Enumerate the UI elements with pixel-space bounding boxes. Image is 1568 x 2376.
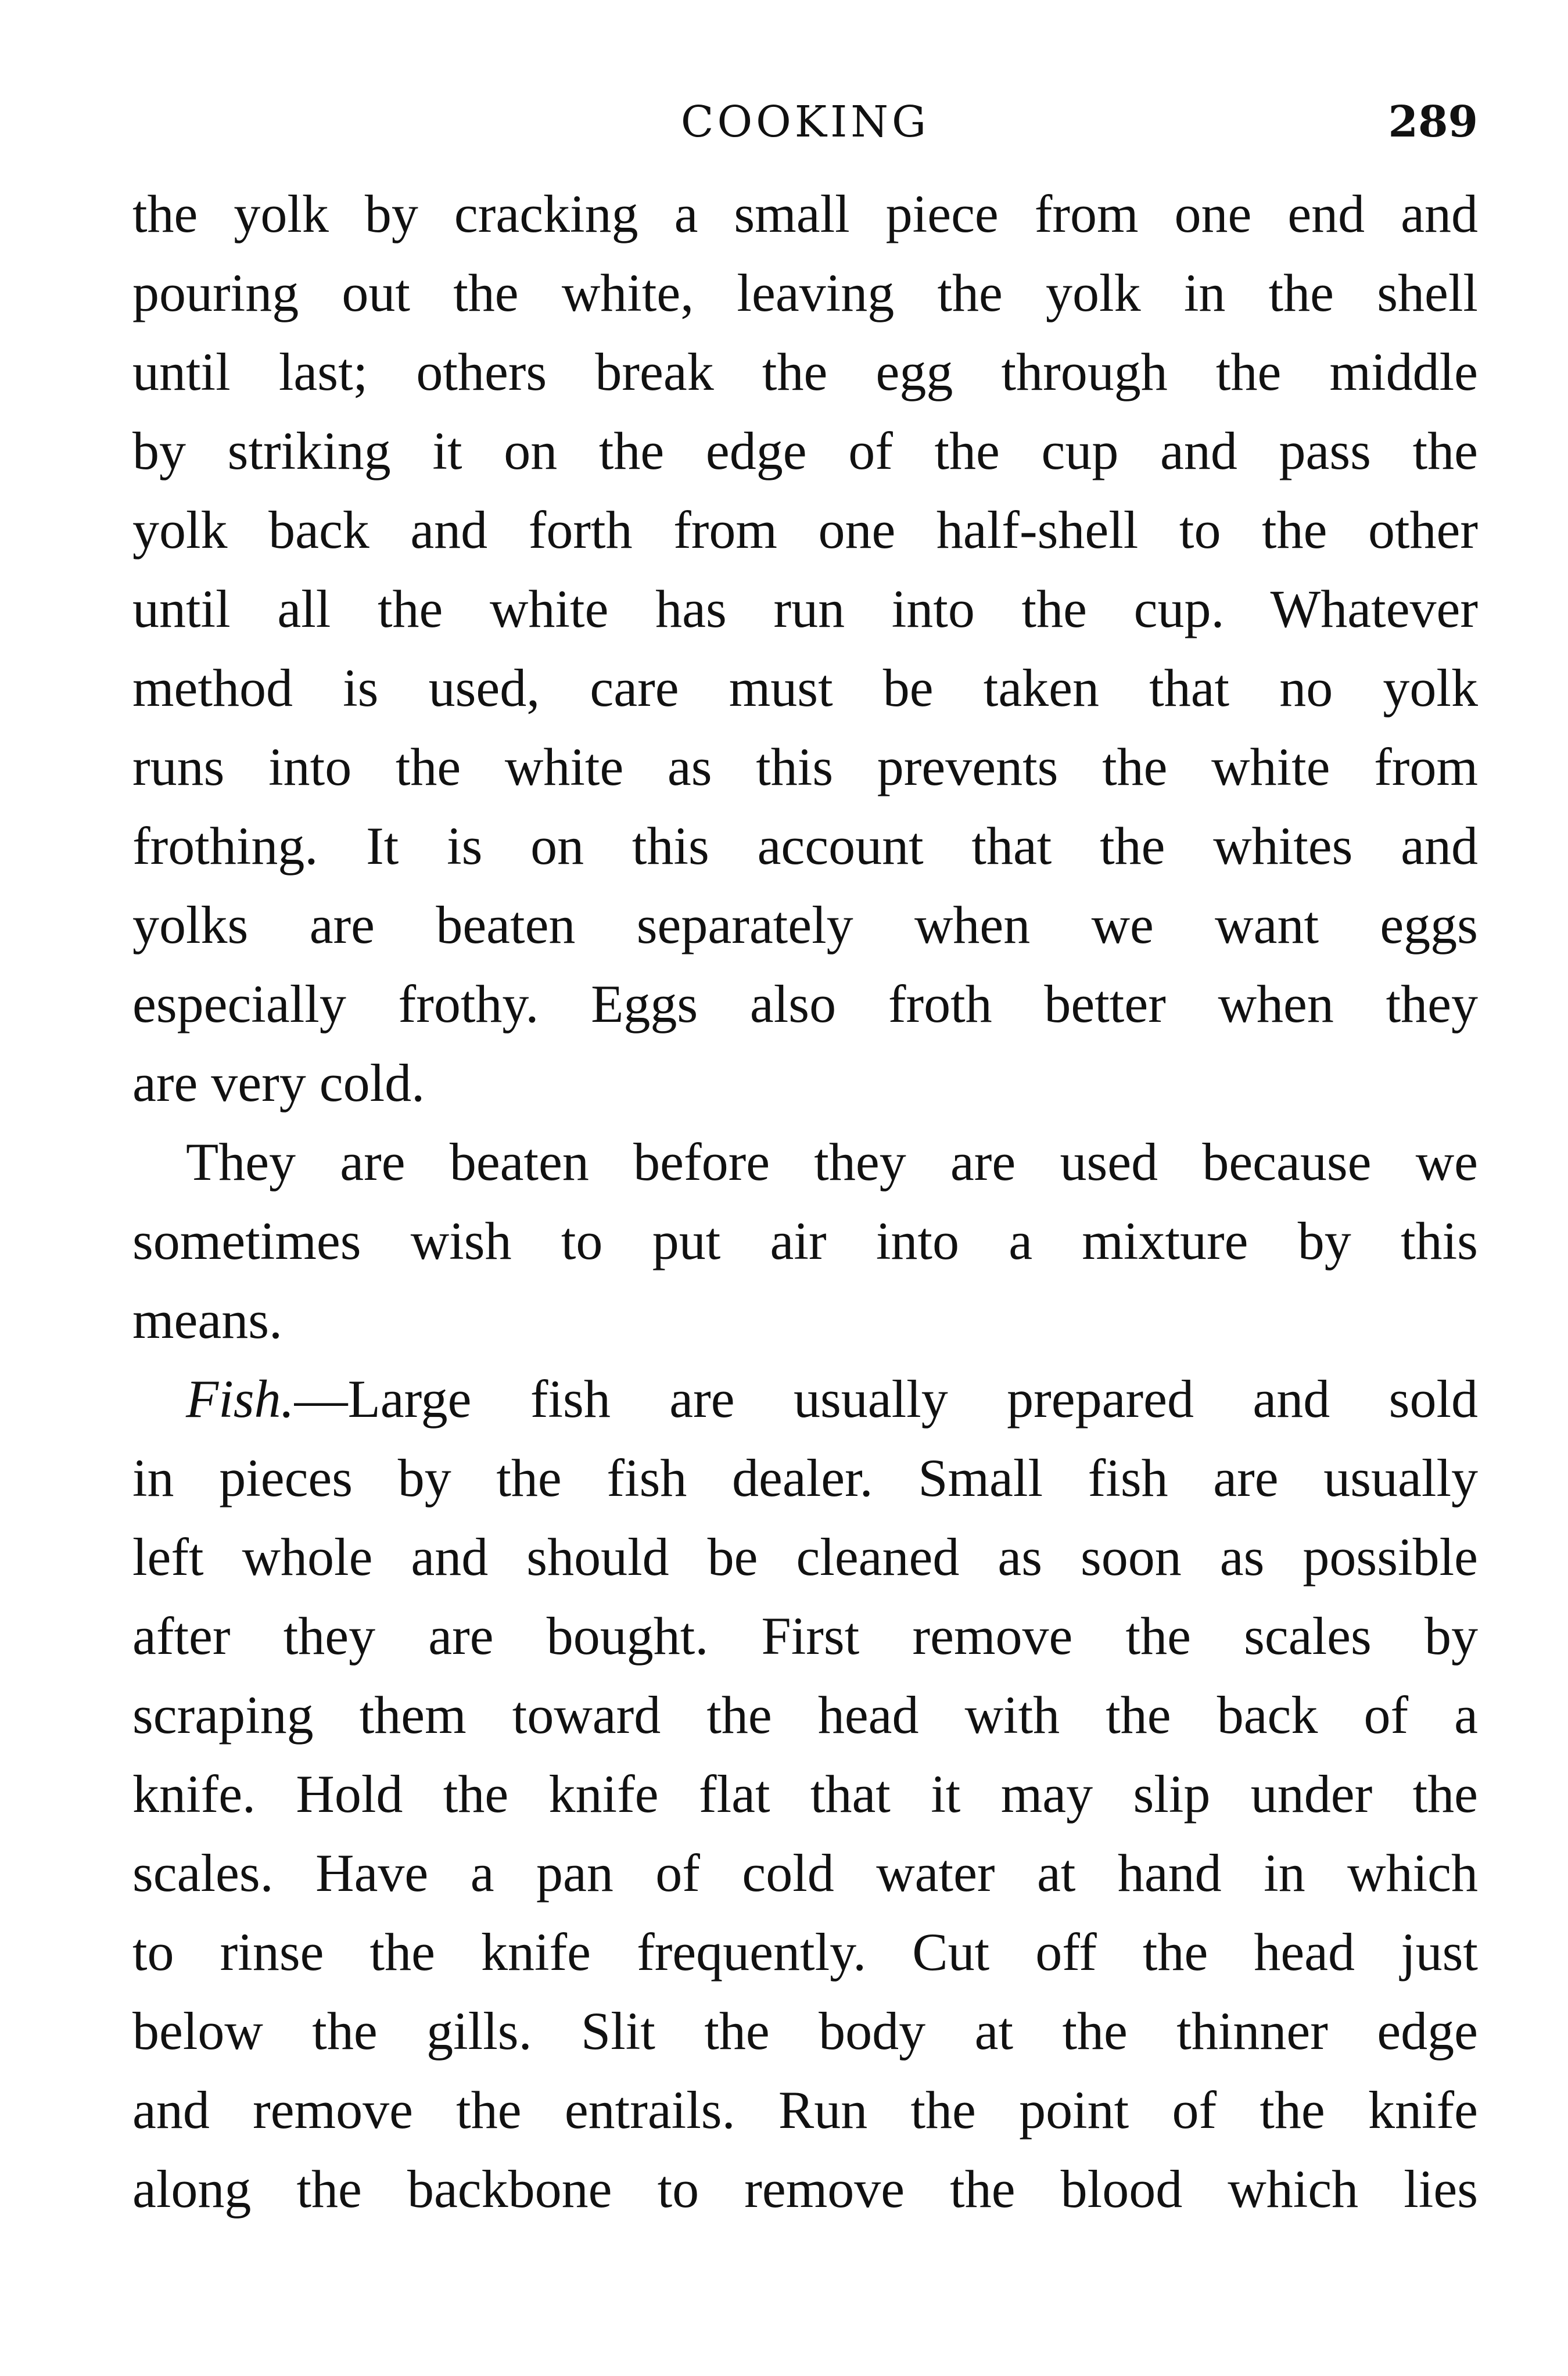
text-line: runs into the white as this prevents the white from [132,737,1478,796]
paragraph-eggs-separation [132,174,1478,1122]
text-line: until last; others break the egg through the middle [132,342,1478,401]
paragraph-eggs-beaten [132,1122,1478,1359]
text-line: and remove the entrails. Run the point of the knife [132,2080,1478,2140]
text-line: the yolk by cracking a small piece from one end and [132,184,1478,243]
text-line: pouring out the white, leaving the yolk in the shell [132,263,1478,322]
text-line: until all the white has run into the cup. Whatever [132,579,1478,638]
text-line: are very cold. [132,1053,425,1112]
text-line: yolk back and forth from one half-shell to the other [132,500,1478,559]
text-line: yolks are beaten separately when we want eggs [132,895,1478,954]
text-line: knife. Hold the knife flat that it may slip under the [132,1764,1478,1824]
text-line: below the gills. Slit the body at the thinner edge [132,2001,1478,2061]
page-number: 289 [1388,97,1478,147]
text-line: scales. Have a pan of cold water at hand in which [132,1843,1478,1903]
body-text [132,174,1478,2228]
text-line: by striking it on the edge of the cup and pass the [132,421,1478,480]
text-line-with-heading [132,1359,1478,1438]
running-head [132,87,1478,157]
text-line: after they are bought. First remove the scales by [132,1606,1478,1666]
text-line: means. [132,1290,283,1349]
text-line: to rinse the knife frequently. Cut off the head just [132,1922,1478,1982]
text-line: in pieces by the fish dealer. Small fish are usually [132,1448,1478,1508]
text-line: left whole and should be cleaned as soon as possible [132,1527,1478,1587]
text-line: sometimes wish to put air into a mixture by this [132,1211,1478,1270]
running-title: COOKING [680,97,930,147]
text-line: They are beaten before they are used because we [186,1132,1478,1191]
text-line: along the backbone to remove the blood which lies [132,2159,1478,2219]
text-line-rest: —Large fish are usually prepared and sold [294,1369,1478,1429]
paragraph-fish [132,1359,1478,2228]
text-line: method is used, care must be taken that no yolk [132,658,1478,717]
text-line: frothing. It is on this account that the whites and [132,816,1478,875]
text-line: especially frothy. Eggs also froth better when they [132,974,1478,1033]
section-heading-fish: Fish. [186,1369,295,1429]
text-line: scraping them toward the head with the back of a [132,1685,1478,1745]
